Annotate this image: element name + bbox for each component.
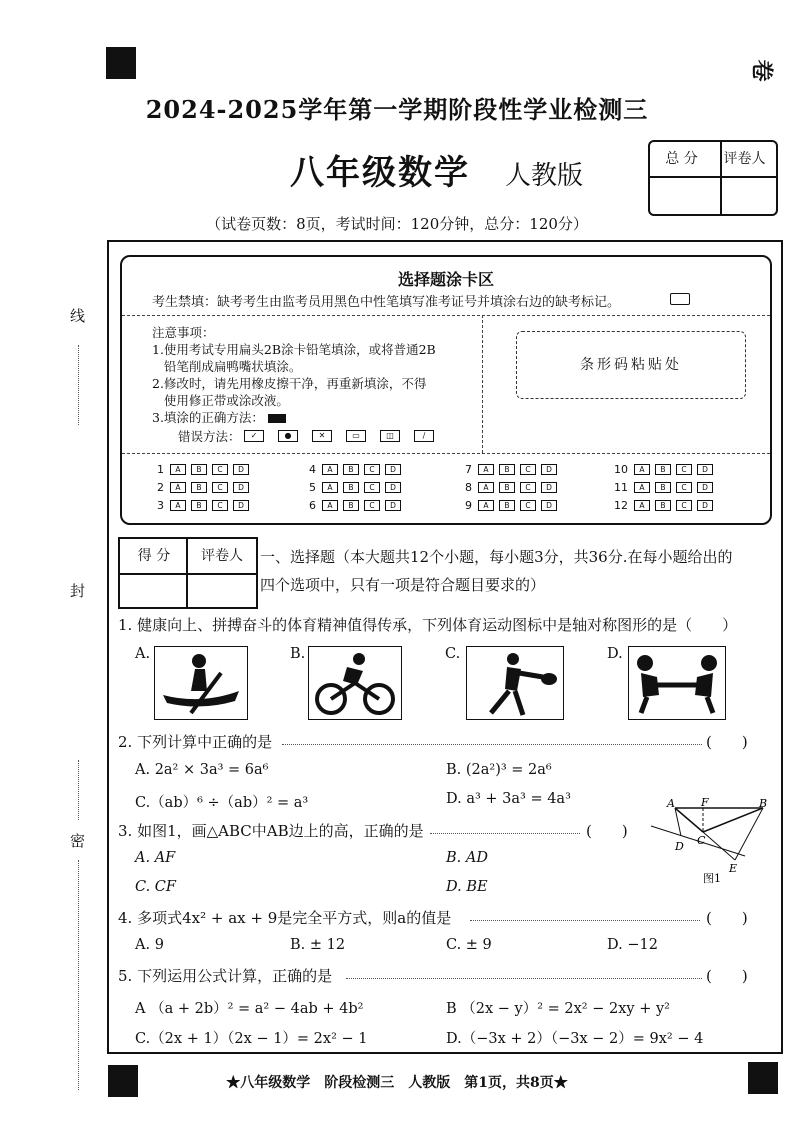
answer-row-number: 1	[157, 463, 164, 476]
q5-option-a: A （a + 2b）² = a² − 4ab + 4b²	[135, 1001, 364, 1017]
answer-row-number: 4	[309, 463, 316, 476]
figure-caption: 图1	[703, 872, 721, 885]
wrong-mark: ∕	[414, 430, 434, 442]
total-score-label: 总 分	[665, 151, 698, 167]
answer-bubble-9-b[interactable]: B	[499, 500, 515, 511]
q4-option-b: B. ± 12	[290, 937, 346, 953]
answer-row-number: 11	[614, 481, 628, 494]
answer-bubble-8-a[interactable]: A	[478, 482, 494, 493]
section1-heading-line2: 四个选项中，只有一项是符合题目要求的）	[260, 576, 546, 594]
notes	[152, 324, 482, 426]
answer-row-11	[612, 481, 718, 494]
answer-bubble-10-d[interactable]: D	[697, 464, 713, 475]
wrong-mark: ●	[278, 430, 298, 442]
q1-label-b: B.	[290, 646, 306, 662]
side-label-secret: 密	[70, 832, 86, 850]
answer-row-4	[300, 463, 406, 476]
answer-bubble-9-d[interactable]: D	[541, 500, 557, 511]
side-label-seal: 封	[70, 582, 86, 600]
answer-row-number: 5	[309, 481, 316, 494]
answer-row-8	[456, 481, 562, 494]
answer-bubble-6-d[interactable]: D	[385, 500, 401, 511]
exam-info: （试卷页数：8页，考试时间：120分钟，总分：120分）	[206, 215, 588, 233]
answer-bubble-12-d[interactable]: D	[697, 500, 713, 511]
wrong-marks	[244, 430, 434, 442]
section1-heading	[260, 543, 772, 599]
answer-row-6	[300, 499, 406, 512]
q1-image-c	[466, 646, 564, 720]
absent-notice: 考生禁填：缺考考生由监考员用黑色中性笔填写准考证号并填涂右边的缺考标记。	[152, 295, 621, 310]
answer-row-12	[612, 499, 718, 512]
fig-point-f: F	[701, 796, 709, 809]
tug-of-war-icon	[629, 647, 725, 719]
absent-mark-box[interactable]	[670, 293, 690, 305]
q2-option-b: B. (2a²)³ = 2a⁶	[446, 762, 552, 778]
answer-row-9	[456, 499, 562, 512]
answer-bubble-2-a[interactable]: A	[170, 482, 186, 493]
q5-dots	[346, 978, 702, 979]
answer-bubble-7-c[interactable]: C	[520, 464, 536, 475]
correct-fill-sample	[268, 414, 286, 423]
answer-row-1	[148, 463, 254, 476]
question-4: 4. 多项式4x² + ax + 9是完全平方式，则a的值是	[118, 909, 452, 927]
answer-bubble-1-d[interactable]: D	[233, 464, 249, 475]
q3-dots	[430, 833, 580, 834]
answer-bubble-7-a[interactable]: A	[478, 464, 494, 475]
grader-label: 评卷人	[723, 151, 766, 167]
wrong-mark: ✕	[312, 430, 332, 442]
note-line: 使用修正带或涂改液。	[152, 393, 289, 408]
q2-option-a: A. 2a² × 3a³ = 6a⁶	[135, 762, 269, 778]
q4-option-d: D. −12	[607, 937, 658, 953]
question-5: 5. 下列运用公式计算，正确的是	[118, 967, 333, 985]
fig-point-b: B	[759, 797, 768, 810]
q1-label-d: D.	[607, 646, 623, 662]
answer-row-7	[456, 463, 562, 476]
answer-bubble-7-d[interactable]: D	[541, 464, 557, 475]
answer-bubble-8-c[interactable]: C	[520, 482, 536, 493]
exam-title: 2024-2025学年第一学期阶段性学业检测三	[145, 95, 649, 124]
q3-option-c: C. CF	[135, 879, 176, 895]
answer-bubble-2-c[interactable]: C	[212, 482, 228, 493]
q1-image-a	[154, 646, 248, 720]
q5-option-c: C.（2x + 1）（2x − 1）= 2x² − 1	[135, 1031, 368, 1047]
score-box	[648, 140, 778, 216]
answer-bubble-5-d[interactable]: D	[385, 482, 401, 493]
q1-image-b	[308, 646, 402, 720]
corner-mark-top-left	[106, 47, 136, 79]
q2-option-c: C.（ab）⁶ ÷（ab）² = a³	[135, 795, 309, 811]
answer-bubble-10-a[interactable]: A	[634, 464, 650, 475]
cycling-icon	[309, 647, 401, 719]
answer-bubble-9-a[interactable]: A	[478, 500, 494, 511]
q3-paren: ( )	[586, 822, 628, 840]
q3-option-d: D. BE	[446, 879, 488, 895]
answer-bubble-1-a[interactable]: A	[170, 464, 186, 475]
card-divider-v	[482, 315, 483, 453]
note-line: 3.填涂的正确方法：	[152, 409, 482, 426]
answer-bubble-3-c[interactable]: C	[212, 500, 228, 511]
fig-point-e: E	[729, 862, 738, 875]
question-1: 1. 健康向上、拼搏奋斗的体育精神值得传承，下列体育运动图标中是轴对称图形的是（ ）	[118, 616, 738, 634]
table-tennis-icon	[467, 647, 563, 719]
page-footer: ★八年级数学 阶段检测三 人教版 第1页，共8页★	[226, 1075, 568, 1091]
answer-bubble-11-d[interactable]: D	[697, 482, 713, 493]
answer-bubble-12-b[interactable]: B	[655, 500, 671, 511]
answer-bubble-4-a[interactable]: A	[322, 464, 338, 475]
answer-row-number: 12	[614, 499, 628, 512]
answer-bubble-2-d[interactable]: D	[233, 482, 249, 493]
edition-label: 人教版	[505, 161, 584, 191]
side-dotted-3	[78, 860, 79, 1090]
answer-row-number: 10	[614, 463, 628, 476]
question-3: 3. 如图1，画△ABC中AB边上的高，正确的是	[118, 822, 424, 840]
q2-dots	[282, 744, 702, 745]
side-dotted-1	[78, 345, 79, 425]
side-label-line: 线	[70, 307, 86, 325]
answer-row-number: 8	[465, 481, 472, 494]
corner-text: 卷	[748, 59, 775, 82]
answer-row-2	[148, 481, 254, 494]
answer-row-number: 7	[465, 463, 472, 476]
note-line: 2.修改时，请先用橡皮擦干净，再重新填涂，不得	[152, 376, 427, 391]
section-grader-label: 评卷人	[201, 548, 243, 564]
card-divider-1	[122, 315, 770, 316]
answer-bubble-3-b[interactable]: B	[191, 500, 207, 511]
answer-bubble-11-a[interactable]: A	[634, 482, 650, 493]
answer-row-3	[148, 499, 254, 512]
answer-bubble-1-c[interactable]: C	[212, 464, 228, 475]
side-dotted-2	[78, 760, 79, 820]
q3-figure	[645, 796, 775, 886]
note-line: 铅笔削成扁鸭嘴状填涂。	[152, 359, 302, 374]
answer-bubble-9-c[interactable]: C	[520, 500, 536, 511]
answer-bubble-10-c[interactable]: C	[676, 464, 692, 475]
answer-card	[120, 255, 772, 525]
answer-bubble-4-b[interactable]: B	[343, 464, 359, 475]
answer-bubble-1-b[interactable]: B	[191, 464, 207, 475]
q3-option-b: B. AD	[446, 850, 488, 866]
q4-dots	[470, 920, 700, 921]
fig-point-a: A	[667, 797, 675, 810]
answer-row-number: 6	[309, 499, 316, 512]
answer-row-number: 9	[465, 499, 472, 512]
answer-bubble-6-a[interactable]: A	[322, 500, 338, 511]
answer-bubble-5-c[interactable]: C	[364, 482, 380, 493]
answer-row-number: 2	[157, 481, 164, 494]
notes-title: 注意事项：	[152, 325, 215, 340]
card-divider-2	[122, 453, 770, 454]
q4-option-c: C. ± 9	[446, 937, 492, 953]
answer-bubble-12-a[interactable]: A	[634, 500, 650, 511]
answer-bubble-4-c[interactable]: C	[364, 464, 380, 475]
answer-bubble-6-b[interactable]: B	[343, 500, 359, 511]
q5-option-d: D.（−3x + 2）（−3x − 2）= 9x² − 4	[446, 1031, 704, 1047]
q1-label-a: A.	[135, 646, 151, 662]
answer-bubble-7-b[interactable]: B	[499, 464, 515, 475]
answer-bubble-6-c[interactable]: C	[364, 500, 380, 511]
q5-option-b: B （2x − y）² = 2x² − 2xy + y²	[446, 1001, 670, 1017]
answer-bubble-11-c[interactable]: C	[676, 482, 692, 493]
answer-bubble-3-d[interactable]: D	[233, 500, 249, 511]
q2-option-d: D. a³ + 3a³ = 4a³	[446, 791, 571, 807]
answer-bubble-8-d[interactable]: D	[541, 482, 557, 493]
answer-row-10	[612, 463, 718, 476]
q2-paren: ( )	[706, 733, 748, 751]
section-score-label: 得 分	[137, 548, 171, 564]
answer-bubble-11-b[interactable]: B	[655, 482, 671, 493]
wrong-mark: ▭	[346, 430, 366, 442]
answer-bubble-4-d[interactable]: D	[385, 464, 401, 475]
subject-title: 八年级数学	[290, 153, 470, 193]
q1-image-d	[628, 646, 726, 720]
q5-paren: ( )	[706, 967, 748, 985]
q3-option-a: A. AF	[135, 850, 176, 866]
q1-label-c: C.	[445, 646, 461, 662]
barcode-area: 条形码粘贴处	[516, 331, 746, 399]
rowing-icon	[155, 647, 247, 719]
answer-row-5	[300, 481, 406, 494]
section1-heading-line1: 一、选择题（本大题共12个小题，每小题3分，共36分.在每小题给出的	[260, 548, 733, 566]
note-line: 1.使用考试专用扁头2B涂卡铅笔填涂，或将普通2B	[152, 342, 436, 357]
section-grader-box	[118, 537, 258, 609]
answer-row-number: 3	[157, 499, 164, 512]
answer-bubble-3-a[interactable]: A	[170, 500, 186, 511]
answer-bubble-2-b[interactable]: B	[191, 482, 207, 493]
triangle-figure	[645, 796, 775, 886]
answer-bubble-5-a[interactable]: A	[322, 482, 338, 493]
fig-point-c: C	[697, 834, 706, 847]
q4-option-a: A. 9	[135, 937, 164, 953]
answer-card-title: 选择题涂卡区	[397, 270, 494, 289]
question-2: 2. 下列计算中正确的是	[118, 733, 273, 751]
wrong-mark: ◫	[380, 430, 400, 442]
answer-bubble-12-c[interactable]: C	[676, 500, 692, 511]
fig-point-d: D	[675, 840, 684, 853]
wrong-label: 错误方法：	[178, 429, 241, 444]
answer-bubble-8-b[interactable]: B	[499, 482, 515, 493]
answer-bubble-10-b[interactable]: B	[655, 464, 671, 475]
wrong-mark: ✓	[244, 430, 264, 442]
answer-bubble-5-b[interactable]: B	[343, 482, 359, 493]
q4-paren: ( )	[706, 909, 748, 927]
